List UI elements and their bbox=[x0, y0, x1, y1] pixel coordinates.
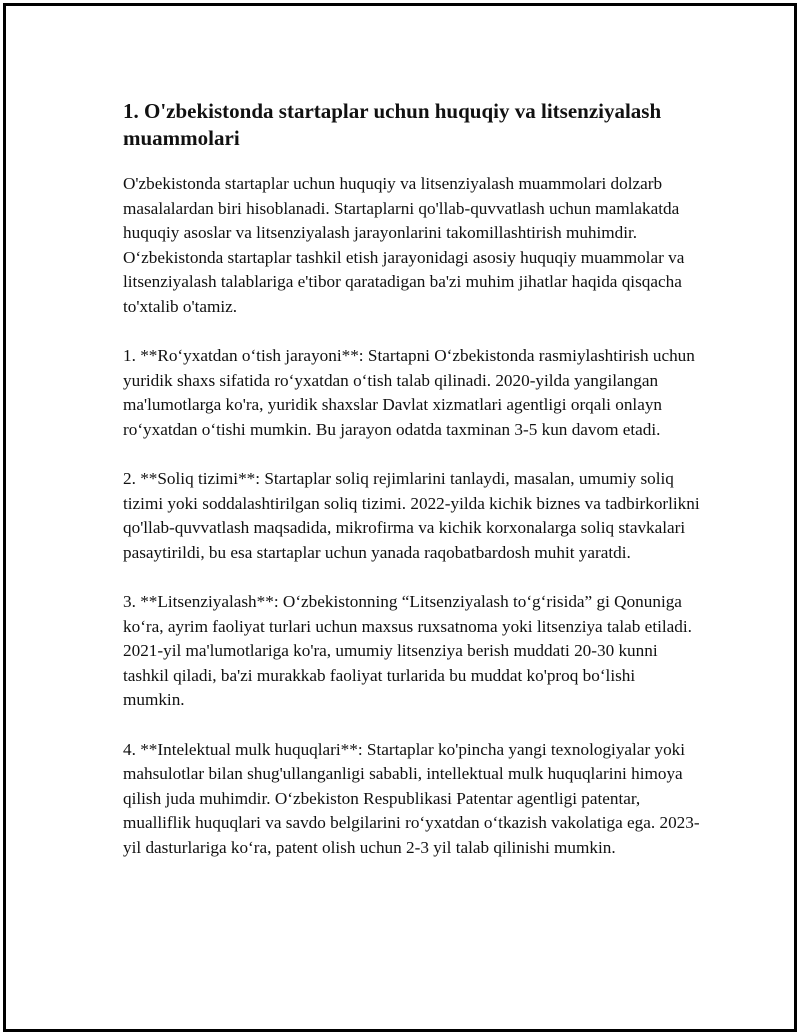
section-ip-paragraph: 4. **Intelektual mulk huquqlari**: Startaplar ko'pincha yangi texnologiyalar yoki mahsulotlar bilan shug'ullanganligi sababli, intellektual mulk huquqlarini himoya qilish juda muhimdir. O‘zbekiston Respublikasi Patentar agentligi patentar, mualliflik huquqlari va savdo belgilarini ro‘yxatdan o‘tkazish vakolatiga ega. 2023-yil dasturlariga ko‘ra, patent olish uchun 2-3 yil talab qilinishi mumkin. bbox=[123, 739, 700, 857]
section-licensing-paragraph: 3. **Litsenziyalash**: O‘zbekistonning “Litsenziyalash to‘g‘risida” gi Qonuniga ko‘ra, ayrim faoliyat turlari uchun maxsus ruxsatnoma yoki litsenziya talab etiladi. 2021-yil ma'lumotlariga ko'ra, umumiy litsenziya berish muddati 20-30 kunni tashkil qiladi, ba'zi murakkab faoliyat turlarida bu muddat ko'proq bo‘lishi mumkin. bbox=[123, 592, 692, 709]
intro-paragraph: O'zbekistonda startaplar uchun huquqiy va litsenziyalash muammolari dolzarb masalalardan biri hisoblanadi. Startaplarni qo'llab-quvvatlash uchun mamlakatda huquqiy asoslar va litsenziyalash jarayonlarini takomillashtirish muhimdir. O‘zbekistonda startaplar tashkil etish jarayonidagi asosiy huquqiy muammolar va litsenziyalash talablariga e'tibor qaratadigan ba'zi muhim jihatlar haqida qisqacha to'xtalib o'tamiz. bbox=[123, 174, 685, 316]
section-registration-paragraph: 1. **Ro‘yxatdan o‘tish jarayoni**: Startapni O‘zbekistonda rasmiylashtirish uchun yuridik shaxs sifatida ro‘yxatdan o‘tish talab qilinadi. 2020-yilda yangilangan ma'lumotlarga ko'ra, yuridik shaxslar Davlat xizmatlari agentligi orqali onlayn ro‘yxatdan o‘tishi mumkin. Bu jarayon odatda taxminan 3-5 kun davom etadi. bbox=[123, 346, 695, 439]
page-frame bbox=[3, 3, 797, 1032]
document-body bbox=[123, 98, 701, 885]
document-title: 1. O'zbekistonda startaplar uchun huquqiy va litsenziyalash muammolari bbox=[123, 99, 662, 150]
section-tax-paragraph: 2. **Soliq tizimi**: Startaplar soliq rejimlarini tanlaydi, masalan, umumiy soliq tizimi yoki soddalashtirilgan soliq tizimi. 2022-yilda kichik biznes va tadbirkorlikni qo'llab-quvvatlash maqsadida, mikrofirma va kichik korxonalarga soliq stavkalari pasaytirildi, bu esa startaplar uchun yanada raqobatbardosh muhit yaratdi. bbox=[123, 469, 700, 562]
